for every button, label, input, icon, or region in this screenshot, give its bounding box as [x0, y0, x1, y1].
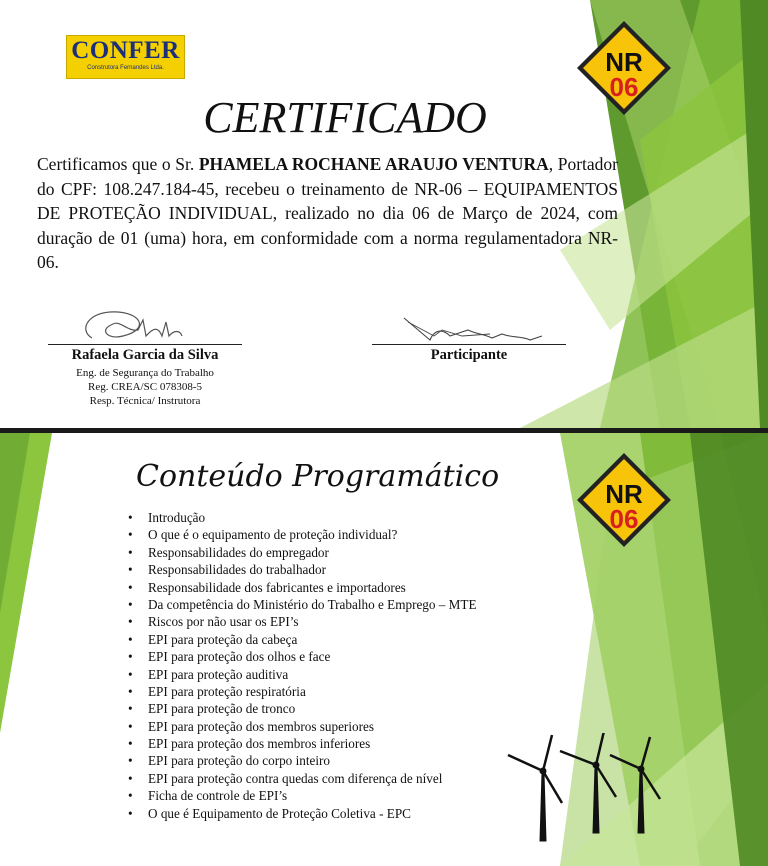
- topic-item: • Responsabilidades do empregador: [128, 544, 477, 561]
- instructor-registration: Reg. CREA/SC 078308-5: [88, 381, 202, 393]
- badge-bottom-text: 06: [609, 72, 639, 102]
- logo-name: CONFER: [71, 37, 180, 64]
- topic-item: • EPI para proteção contra quedas com diferença de nível: [128, 770, 477, 787]
- certificate-body: [37, 152, 618, 275]
- logo-subtitle: Construtora Fernandes Ltda.: [87, 65, 164, 71]
- participant-name: PHAMELA ROCHANE ARAUJO VENTURA: [198, 154, 549, 174]
- instructor-signature-scribble: [48, 300, 242, 346]
- participant-signature-scribble: [372, 300, 566, 346]
- instructor-signature-line: [48, 344, 242, 345]
- topic-item: • Da competência do Ministério do Trabalho e Emprego – MTE: [128, 596, 477, 613]
- participant-label: Participante: [430, 347, 508, 363]
- instructor-responsibility: Resp. Técnica/ Instrutora: [89, 395, 201, 407]
- topic-item: • Ficha de controle de EPI’s: [128, 787, 477, 804]
- body-intro: Certificamos que o Sr.: [37, 154, 199, 174]
- topic-item: • EPI para proteção dos membros superiores: [128, 718, 477, 735]
- badge2-bottom-text: 06: [609, 504, 639, 534]
- program-slide: [0, 433, 768, 866]
- topic-item: • O que é o equipamento de proteção individual?: [128, 526, 477, 543]
- topic-item: • EPI para proteção dos olhos e face: [128, 648, 477, 665]
- topic-item: • Responsabilidade dos fabricantes e importadores: [128, 579, 477, 596]
- confer-logo: [66, 35, 185, 79]
- topic-item: • EPI para proteção auditiva: [128, 666, 477, 683]
- wind-turbine-icon: [500, 733, 670, 843]
- topic-item: • O que é Equipamento de Proteção Coletiva - EPC: [128, 805, 477, 822]
- body-details: , Portador do CPF: 108.247.184-45, recebeu o treinamento de NR-06 – EQUIPAMENTOS DE PROTEÇÃO INDIVIDUAL, realizado no dia 06 de Março de 2024, com duração de 01 (uma) hora, em conformidade com a norma regulamentadora NR-06.: [37, 154, 618, 272]
- topics-list: [128, 509, 477, 822]
- certificate-slide: [0, 0, 768, 428]
- badge-top-text: NR: [605, 47, 643, 77]
- topic-item: • EPI para proteção da cabeça: [128, 631, 477, 648]
- topic-item: • EPI para proteção do corpo inteiro: [128, 752, 477, 769]
- program-title: Conteúdo Programático: [136, 459, 500, 494]
- topic-item: • Riscos por não usar os EPI’s: [128, 613, 477, 630]
- participant-signature-line: [372, 344, 566, 345]
- topic-item: • EPI para proteção de tronco: [128, 700, 477, 717]
- instructor-info: [48, 366, 242, 408]
- topic-item: • Introdução: [128, 509, 477, 526]
- badge2-top-text: NR: [605, 479, 643, 509]
- topic-item: • EPI para proteção dos membros inferiores: [128, 735, 477, 752]
- topic-item: • EPI para proteção respiratória: [128, 683, 477, 700]
- nr06-badge-icon-2: [574, 450, 674, 550]
- instructor-name: Rafaela Garcia da Silva: [71, 347, 219, 363]
- certificate-title: CERTIFICADO: [203, 93, 487, 142]
- topic-item: • Responsabilidades do trabalhador: [128, 561, 477, 578]
- instructor-role: Eng. de Segurança do Trabalho: [76, 367, 214, 379]
